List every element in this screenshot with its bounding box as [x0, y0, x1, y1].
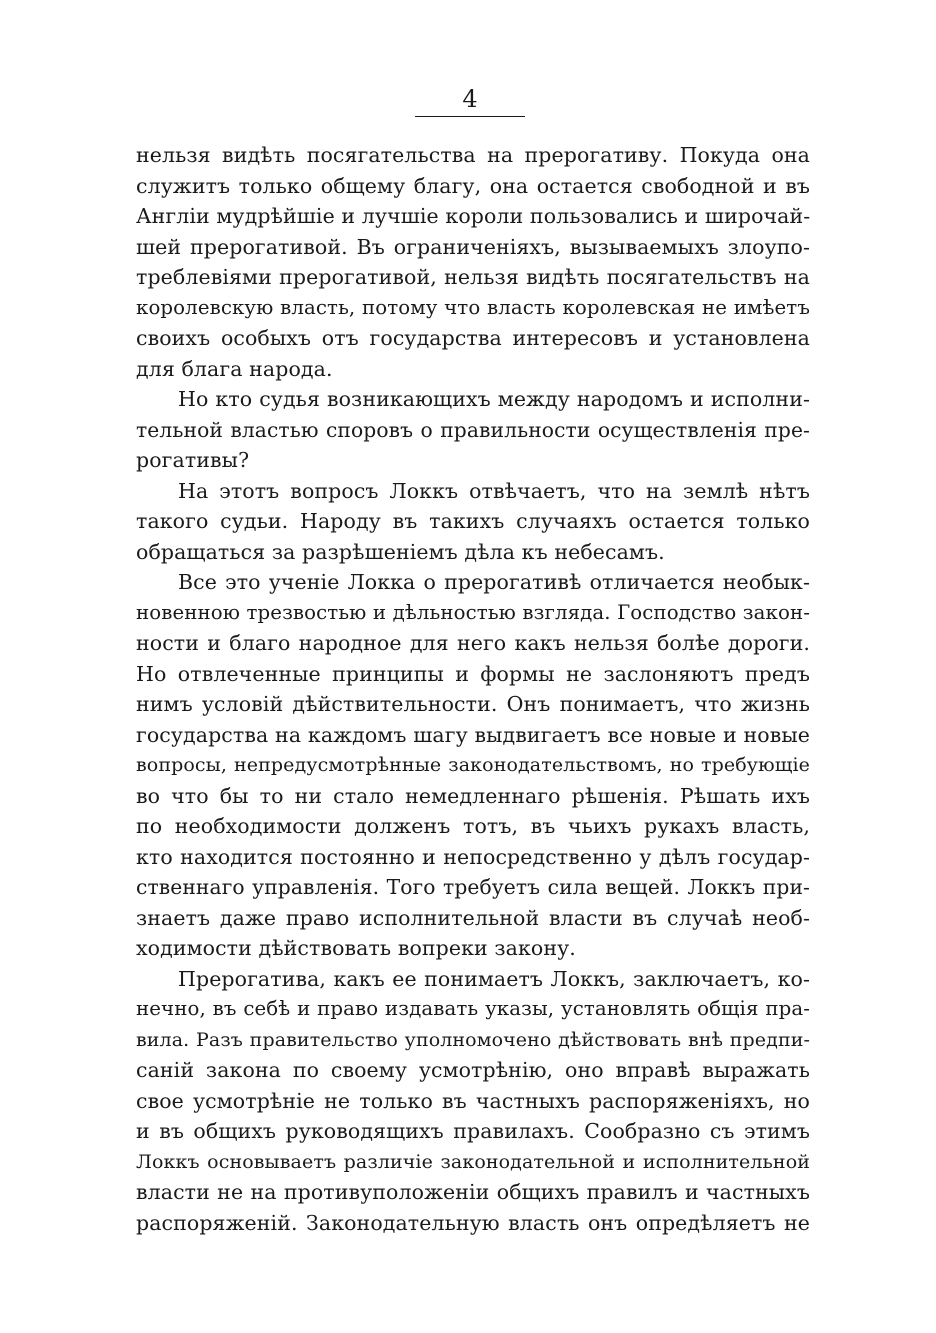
- text-line: треблевіями прерогативой, нельзя видѣть посягательствъ на: [136, 265, 810, 289]
- paragraph-5: [136, 964, 810, 1239]
- text-line: служитъ только общему благу, она остается свободной и въ: [136, 173, 810, 198]
- text-line: шей прерогативой. Въ ограниченіяхъ, вызываемыхъ злоупо-: [136, 234, 810, 259]
- text-line: своихъ особыхъ отъ государства интересовъ и установлена: [136, 326, 810, 350]
- text-line: нельзя видѣть посягательства на прерогативу. Покуда она: [136, 143, 810, 167]
- text-line: Прерогатива, какъ ее понимаетъ Локкъ, заключаетъ, ко-: [178, 966, 810, 991]
- text-line: ности и благо народное для него какъ нельзя болѣе дороги.: [136, 631, 810, 655]
- text-line: Локкъ основываетъ различіе законодательной и исполнительной: [136, 1150, 810, 1173]
- text-line: распоряженій. Законодательную власть онъ опредѣляетъ не: [136, 1210, 810, 1235]
- text-line: саній закона по своему усмотрѣнію, оно вправѣ выражать: [136, 1058, 810, 1082]
- body-text: [136, 140, 810, 1238]
- text-line: рогативы?: [136, 448, 250, 472]
- text-line: власти не на противуположеніи общихъ правилъ и частныхъ: [136, 1180, 810, 1204]
- text-line: вопросы, непредусмотрѣнные законодательствомъ, но требующіе: [136, 754, 810, 776]
- paragraph-3: [136, 476, 810, 568]
- text-line: и въ общихъ руководящихъ правилахъ. Сообразно съ этимъ: [136, 1119, 810, 1143]
- text-line: во что бы то ни стало немедленнаго рѣшенія. Рѣшать ихъ: [136, 783, 810, 808]
- paragraph-1: [136, 140, 810, 384]
- text-line: свое усмотрѣніе не только въ частныхъ распоряженіяхъ, но: [136, 1088, 810, 1113]
- text-line: кто находится постоянно и непосредственно у дѣлъ государ-: [136, 844, 810, 869]
- text-line: тельной властью споровъ о правильности осуществленія пре-: [136, 417, 810, 442]
- text-line: Но кто судья возникающихъ между народомъ и исполни-: [178, 387, 810, 411]
- text-line: по необходимости долженъ тотъ, въ чьихъ рукахъ власть,: [136, 814, 810, 838]
- text-line: нечно, въ себѣ и право издавать указы, установлять общія пра-: [136, 997, 810, 1020]
- text-line: Англіи мудрѣйшіе и лучшіе короли пользовались и широчай-: [136, 204, 811, 228]
- text-line: новенною трезвостью и дѣльностью взгляда. Господство закон-: [136, 600, 810, 624]
- text-line: такого судьи. Народу въ такихъ случаяхъ остается только: [136, 509, 810, 533]
- paragraph-2: [136, 384, 810, 476]
- text-line: государства на каждомъ шагу выдвигаетъ все новые и новые: [136, 722, 810, 747]
- text-line: знаетъ даже право исполнительной власти въ случаѣ необ-: [136, 905, 810, 930]
- text-line: На этотъ вопросъ Локкъ отвѣчаетъ, что на землѣ нѣтъ: [178, 478, 810, 503]
- header-rule: [415, 116, 525, 117]
- text-line: вила. Разъ правительство уполномочено дѣйствовать внѣ предпи-: [136, 1028, 810, 1051]
- text-line: королевскую власть, потому что власть королевская не имѣетъ: [136, 295, 810, 319]
- text-line: нимъ условій дѣйствительности. Онъ понимаетъ, что жизнь: [136, 692, 810, 716]
- page-number: 4: [462, 85, 478, 113]
- paragraph-4: [136, 567, 810, 964]
- text-line: обращаться за разрѣшеніемъ дѣла къ небесамъ.: [136, 539, 665, 564]
- text-line: Но отвлеченные принципы и формы не заслоняютъ предъ: [136, 661, 810, 686]
- text-line: ходимости дѣйствовать вопреки закону.: [136, 936, 576, 960]
- text-line: для блага народа.: [136, 356, 333, 381]
- text-line: Все это ученіе Локка о прерогативѣ отличается необык-: [178, 570, 810, 594]
- text-line: ственнаго управленія. Того требуетъ сила вещей. Локкъ при-: [136, 875, 810, 899]
